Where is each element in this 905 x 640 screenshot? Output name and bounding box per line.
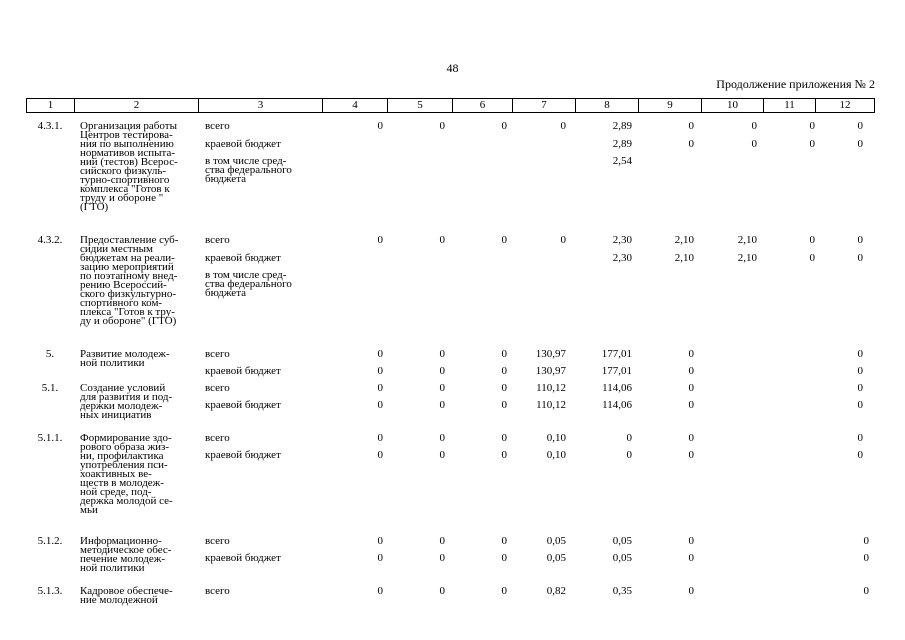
value-cell: 0 [501, 348, 507, 360]
line-label: всего [205, 382, 230, 394]
value-cell: 0 [377, 432, 383, 444]
value-cell: 2,89 [612, 120, 632, 132]
value-cell: 0 [857, 399, 863, 411]
line-label: всего [205, 432, 230, 444]
line-label: всего [205, 535, 230, 547]
value-cell: 0 [809, 138, 815, 150]
value-cell: 0 [439, 535, 445, 547]
row-code: 5.1.1. [37, 432, 63, 444]
value-cell: 0 [751, 120, 757, 132]
column-number-header [26, 98, 875, 113]
line-label: краевой бюджет [205, 552, 281, 564]
value-cell: 0 [688, 535, 694, 547]
value-cell: 0 [439, 552, 445, 564]
value-cell: 0,10 [546, 449, 566, 461]
line-label: всего [205, 120, 230, 132]
value-cell: 2,89 [612, 138, 632, 150]
value-cell: 2,10 [674, 234, 694, 246]
line-label: краевой бюджет [205, 449, 281, 461]
row-name: Формирование здо- рового образа жиз- ни, профилактика употребления пси- хоактивных ве- ществ в молодеж- ной среде, под- держка молодой се- мьи [80, 432, 173, 516]
value-cell: 0 [560, 120, 566, 132]
value-cell: 0 [439, 120, 445, 132]
value-cell: 0 [377, 365, 383, 377]
value-cell: 0 [857, 120, 863, 132]
value-cell: 0 [501, 120, 507, 132]
value-cell: 0,35 [612, 585, 632, 597]
value-cell: 0 [751, 138, 757, 150]
value-cell: 0 [857, 449, 863, 461]
value-cell: 0 [688, 585, 694, 597]
row-name: Развитие молодеж- ной политики [80, 348, 170, 369]
value-cell: 0 [439, 382, 445, 394]
value-cell: 0 [501, 552, 507, 564]
line-label: всего [205, 585, 230, 597]
value-cell: 0 [626, 449, 632, 461]
value-cell: 114,06 [602, 382, 632, 394]
value-cell: 0 [857, 234, 863, 246]
row-code: 5.1. [41, 382, 59, 394]
row-name: Информационно- методическое обес- печение молодеж- ной политики [80, 535, 172, 574]
value-cell: 130,97 [535, 348, 566, 360]
value-cell: 2,30 [612, 234, 632, 246]
value-cell: 0 [688, 552, 694, 564]
value-cell: 0 [439, 348, 445, 360]
value-cell: 0 [439, 399, 445, 411]
line-label: всего [205, 234, 230, 246]
value-cell: 177,01 [601, 348, 632, 360]
value-cell: 0 [377, 535, 383, 547]
value-cell: 114,06 [602, 399, 632, 411]
column-header: 5 [388, 99, 453, 113]
value-cell: 130,97 [535, 365, 566, 377]
value-cell: 0 [439, 432, 445, 444]
value-cell: 0 [439, 365, 445, 377]
value-cell: 0 [809, 234, 815, 246]
value-cell: 0 [857, 138, 863, 150]
line-label: краевой бюджет [205, 399, 281, 411]
value-cell: 0 [688, 432, 694, 444]
value-cell: 0 [439, 585, 445, 597]
value-cell: 0 [863, 585, 869, 597]
row-name: Предоставление суб- сидии местным бюджетам на реали- зацию мероприятий по поэтапному внед- рению Всероссий- ского физкультурно- спортивного ком- плекса "Готов к тру- ду и обороне" (ГТО) [80, 234, 179, 327]
value-cell: 177,01 [601, 365, 632, 377]
value-cell: 0,05 [612, 535, 632, 547]
row-name: Создание условий для развития и под- держки молодеж- ных инициатив [80, 382, 173, 421]
column-header: 2 [75, 99, 199, 113]
column-header: 12 [816, 99, 875, 113]
value-cell: 0 [377, 399, 383, 411]
value-cell: 0 [688, 138, 694, 150]
row-code: 5. [45, 348, 55, 360]
value-cell: 0 [501, 382, 507, 394]
value-cell: 0,05 [546, 552, 566, 564]
value-cell: 0 [377, 449, 383, 461]
value-cell: 0 [501, 432, 507, 444]
column-header: 1 [27, 99, 75, 113]
value-cell: 0 [688, 348, 694, 360]
row-code: 4.3.1. [37, 120, 63, 132]
value-cell: 110,12 [536, 399, 566, 411]
value-cell: 0,82 [546, 585, 566, 597]
value-cell: 2,30 [612, 252, 632, 264]
line-label: краевой бюджет [205, 365, 281, 377]
value-cell: 0 [857, 252, 863, 264]
value-cell: 0 [439, 234, 445, 246]
column-header: 9 [639, 99, 702, 113]
value-cell: 0 [688, 365, 694, 377]
value-cell: 0 [377, 552, 383, 564]
value-cell: 2,10 [737, 252, 757, 264]
value-cell: 2,10 [674, 252, 694, 264]
column-header: 3 [199, 99, 323, 113]
value-cell: 0 [377, 348, 383, 360]
value-cell: 0 [501, 585, 507, 597]
column-header: 4 [323, 99, 388, 113]
value-cell: 0 [501, 449, 507, 461]
value-cell: 0 [688, 449, 694, 461]
value-cell: 0 [501, 535, 507, 547]
value-cell: 0 [688, 399, 694, 411]
value-cell: 0 [809, 252, 815, 264]
row-code: 4.3.2. [37, 234, 63, 246]
value-cell: 110,12 [536, 382, 566, 394]
column-header: 10 [702, 99, 764, 113]
value-cell: 0 [863, 552, 869, 564]
line-label: всего [205, 348, 230, 360]
page-number: 48 [446, 61, 459, 75]
value-cell: 0 [857, 382, 863, 394]
column-header: 6 [453, 99, 513, 113]
value-cell: 0 [501, 365, 507, 377]
continuation-note: Продолжение приложения № 2 [716, 77, 875, 91]
value-cell: 0,05 [546, 535, 566, 547]
value-cell: 0 [857, 348, 863, 360]
value-cell: 0 [857, 365, 863, 377]
line-label: краевой бюджет [205, 138, 281, 150]
value-cell: 0 [857, 432, 863, 444]
value-cell: 0 [501, 234, 507, 246]
value-cell: 0 [501, 399, 507, 411]
value-cell: 0,05 [612, 552, 632, 564]
value-cell: 0 [809, 120, 815, 132]
row-code: 5.1.3. [37, 585, 63, 597]
value-cell: 0,10 [546, 432, 566, 444]
line-label: краевой бюджет [205, 252, 281, 264]
column-header: 7 [513, 99, 576, 113]
value-cell: 0 [560, 234, 566, 246]
value-cell: 0 [863, 535, 869, 547]
row-name: Кадровое обеспече- ние молодежной [80, 585, 173, 606]
value-cell: 0 [688, 120, 694, 132]
column-header: 11 [764, 99, 816, 113]
value-cell: 0 [439, 449, 445, 461]
value-cell: 0 [377, 382, 383, 394]
value-cell: 2,54 [612, 155, 632, 167]
value-cell: 0 [626, 432, 632, 444]
value-cell: 0 [377, 120, 383, 132]
value-cell: 2,10 [737, 234, 757, 246]
row-name: Организация работы Центров тестирова- ния по выполнению нормативов испыта- ний (тестов) Всерос- сийского физкуль- турно-спортивного комплекса "Готов к труду и обороне " (ГТО) [80, 120, 178, 213]
line-label: в том числе сред- ства федерального бюджета [205, 269, 292, 299]
value-cell: 0 [688, 382, 694, 394]
value-cell: 0 [377, 585, 383, 597]
row-code: 5.1.2. [37, 535, 63, 547]
line-label: в том числе сред- ства федерального бюджета [205, 155, 292, 185]
value-cell: 0 [377, 234, 383, 246]
column-header: 8 [576, 99, 639, 113]
